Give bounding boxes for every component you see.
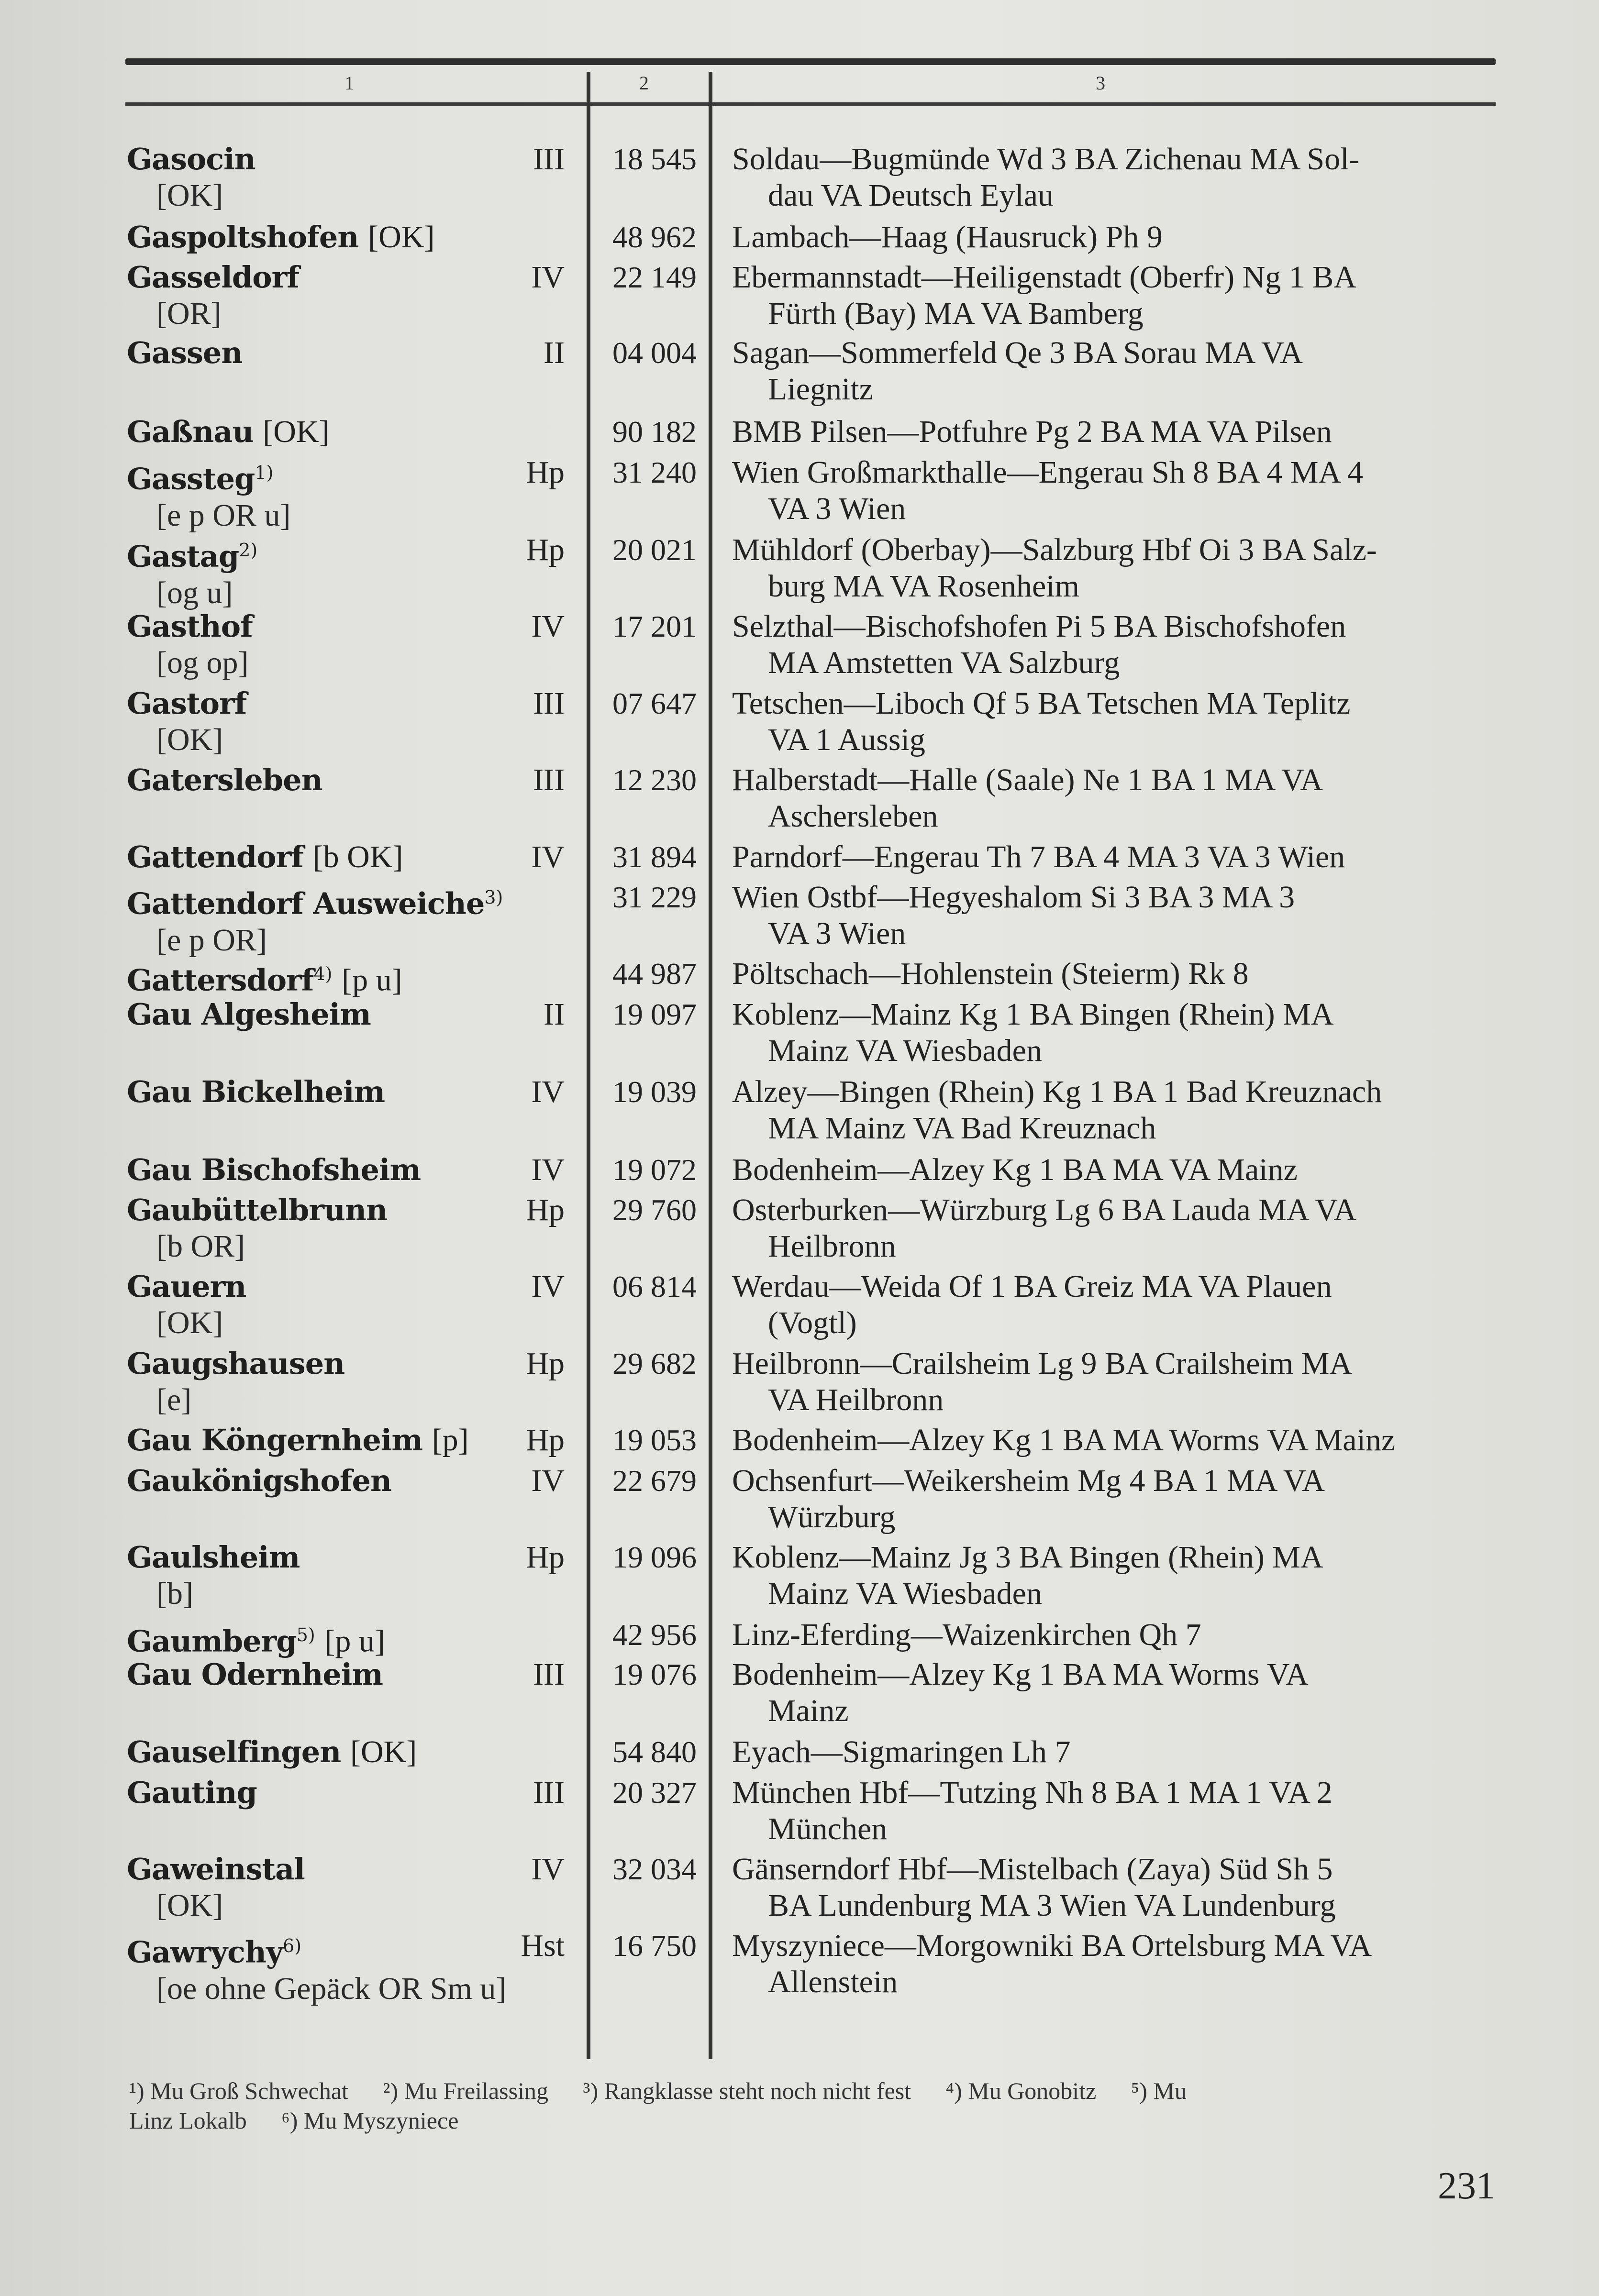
- station-name-cell: [127, 839, 577, 875]
- station-name: Gawrychy: [127, 1934, 283, 1970]
- station-name: Gastag: [127, 539, 239, 574]
- footnote: ¹) Mu Groß Schwechat: [129, 2077, 348, 2104]
- rank-class: IV: [531, 1463, 565, 1498]
- station-name-cell: [127, 1152, 577, 1188]
- station-flags: [b OK]: [312, 839, 403, 874]
- station-name-cell: [127, 1734, 577, 1770]
- station-name: Gau Bickelheim: [127, 1074, 385, 1109]
- footnote-ref: 3): [484, 887, 503, 908]
- station-name: Gassen: [127, 335, 243, 370]
- route-line: Koblenz—Mainz Jg 3 BA Bingen (Rhein) MA: [732, 1540, 1323, 1575]
- footnote: ²) Mu Freilassing: [383, 2077, 548, 2104]
- route-line-continued: Mainz: [768, 1693, 849, 1728]
- column-header-3: 3: [1096, 72, 1105, 94]
- route-line-continued: Mainz VA Wiesbaden: [768, 1033, 1042, 1068]
- station-flags: [OK]: [350, 1734, 417, 1769]
- station-number: 19 072: [612, 1153, 697, 1187]
- station-name-cell: [127, 1851, 577, 1924]
- footnote: ⁶) Mu Myszyniece: [281, 2107, 459, 2134]
- station-name: Gasseldorf: [127, 260, 299, 295]
- header-top-rule: [125, 58, 1496, 65]
- route-line: Linz-Eferding—Waizenkirchen Qh 7: [732, 1617, 1201, 1652]
- rank-class: IV: [531, 260, 565, 295]
- station-name-cell: [127, 1928, 577, 2007]
- footnote-line-2: [129, 2106, 1498, 2135]
- station-name: Gaumberg: [127, 1623, 297, 1659]
- route-description: [732, 1539, 1498, 1612]
- rank-class: III: [533, 142, 565, 177]
- station-flags: [b OR]: [156, 1229, 245, 1264]
- route-description: [732, 1152, 1498, 1188]
- route-line: BMB Pilsen—Potfuhre Pg 2 BA MA VA Pilsen: [732, 414, 1332, 449]
- station-name-cell: [127, 414, 577, 450]
- route-line-continued: VA 3 Wien: [768, 491, 906, 526]
- route-description: [732, 532, 1498, 605]
- station-name-cell: [127, 532, 577, 611]
- station-number: 31 229: [612, 880, 697, 914]
- table-row: [0, 1074, 1599, 1150]
- route-description: [732, 762, 1498, 835]
- station-name: Gauting: [127, 1775, 257, 1810]
- route-description: [732, 879, 1498, 952]
- station-name-cell: [127, 1269, 577, 1341]
- route-line: Lambach—Haag (Hausruck) Ph 9: [732, 220, 1163, 254]
- column-header-2: 2: [639, 72, 649, 94]
- rank-class: Hp: [526, 1540, 565, 1575]
- route-line-continued: MA Amstetten VA Salzburg: [768, 645, 1120, 680]
- station-name: Gastorf: [127, 686, 247, 721]
- route-description: [732, 414, 1498, 450]
- station-name-cell: [127, 1539, 577, 1612]
- route-line: Bodenheim—Alzey Kg 1 BA MA Worms VA: [732, 1657, 1309, 1692]
- table-row: [0, 532, 1599, 608]
- route-line: Koblenz—Mainz Kg 1 BA Bingen (Rhein) MA: [732, 997, 1334, 1032]
- station-name-cell: [127, 1656, 577, 1693]
- station-number: 12 230: [612, 763, 697, 797]
- station-number: 31 894: [612, 840, 697, 874]
- route-description: [732, 996, 1498, 1069]
- route-description: [732, 1074, 1498, 1147]
- rank-class: III: [533, 762, 565, 797]
- route-description: [732, 1775, 1498, 1847]
- station-name: Gaubüttelbrunn: [127, 1192, 388, 1227]
- table-row: [0, 1192, 1599, 1269]
- station-name: Gatersleben: [127, 762, 322, 797]
- rank-class: II: [544, 997, 565, 1032]
- station-name-cell: [127, 454, 577, 534]
- route-description: [732, 839, 1498, 875]
- route-line: Sagan—Sommerfeld Qe 3 BA Sorau MA VA: [732, 335, 1303, 370]
- route-line-continued: MA Mainz VA Bad Kreuznach: [768, 1111, 1156, 1146]
- station-name: Gau Köngernheim: [127, 1423, 422, 1457]
- route-line: Wien Großmarkthalle—Engerau Sh 8 BA 4 MA 4: [732, 455, 1363, 490]
- route-description: [732, 219, 1498, 255]
- station-name: Gasocin: [127, 142, 255, 177]
- station-name-cell: [127, 1192, 577, 1265]
- station-name: Gauselfingen: [127, 1734, 341, 1769]
- station-name-cell: [127, 996, 577, 1033]
- route-line: Ebermannstadt—Heiligenstadt (Oberfr) Ng 1 BA: [732, 260, 1356, 295]
- route-description: [732, 1617, 1498, 1653]
- route-line: Alzey—Bingen (Rhein) Kg 1 BA 1 Bad Kreuznach: [732, 1074, 1382, 1109]
- footnote-ref: 2): [239, 540, 258, 561]
- station-flags: [p u]: [324, 1623, 385, 1659]
- route-line-continued: Mainz VA Wiesbaden: [768, 1576, 1042, 1611]
- route-description: [732, 141, 1498, 214]
- route-line: Gänserndorf Hbf—Mistelbach (Zaya) Süd Sh 5: [732, 1852, 1333, 1887]
- station-name: Gaweinstal: [127, 1852, 305, 1887]
- station-number: 29 760: [612, 1193, 697, 1227]
- station-flags: [OR]: [156, 296, 222, 331]
- station-number: 48 962: [612, 220, 697, 254]
- rank-class: II: [544, 335, 565, 370]
- footnote-ref: 6): [283, 1935, 302, 1956]
- rank-class: Hp: [526, 532, 565, 567]
- rank-class: III: [533, 1775, 565, 1810]
- footnotes: [129, 2076, 1498, 2135]
- route-line: Soldau—Bugmünde Wd 3 BA Zichenau MA Sol-: [732, 142, 1360, 177]
- station-name: Gau Odernheim: [127, 1657, 383, 1692]
- route-line: Eyach—Sigmaringen Lh 7: [732, 1734, 1071, 1769]
- station-name-cell: [127, 1422, 577, 1458]
- route-line: Wien Ostbf—Hegyeshalom Si 3 BA 3 MA 3: [732, 880, 1295, 915]
- table-row: [0, 685, 1599, 762]
- footnote-line-1: [129, 2076, 1498, 2106]
- route-line-continued: München: [768, 1811, 888, 1846]
- footnote-ref: 1): [255, 462, 274, 483]
- station-name-cell: [127, 1775, 577, 1811]
- route-line: Selzthal—Bischofshofen Pi 5 BA Bischofshofen: [732, 609, 1346, 644]
- station-flags: [b]: [156, 1576, 193, 1611]
- table-row: [0, 608, 1599, 685]
- station-name-cell: [127, 141, 577, 214]
- route-description: [732, 1192, 1498, 1265]
- rank-class: IV: [531, 839, 565, 874]
- station-name-cell: [127, 1346, 577, 1418]
- station-name: Gauern: [127, 1269, 246, 1304]
- station-name-cell: [127, 219, 577, 255]
- table-row: [0, 259, 1599, 336]
- station-number: 20 327: [612, 1776, 697, 1810]
- route-line: Myszyniece—Morgowniki BA Ortelsburg MA VA: [732, 1928, 1372, 1963]
- table-row: [0, 1269, 1599, 1345]
- station-number: 20 021: [612, 533, 697, 567]
- station-number: 19 097: [612, 997, 697, 1031]
- route-line-continued: Liegnitz: [768, 372, 873, 407]
- table-row: [0, 454, 1599, 531]
- station-number: 07 647: [612, 686, 697, 720]
- rank-class: IV: [531, 1074, 565, 1109]
- route-line: Bodenheim—Alzey Kg 1 BA MA VA Mainz: [732, 1152, 1298, 1187]
- table-row: [0, 1928, 1599, 2004]
- route-description: [732, 1269, 1498, 1341]
- station-number: 06 814: [612, 1269, 697, 1303]
- rank-class: III: [533, 1657, 565, 1692]
- route-line-continued: burg MA VA Rosenheim: [768, 569, 1079, 604]
- station-name-cell: [127, 608, 577, 681]
- station-flags: [oe ohne Gepäck OR Sm u]: [156, 1971, 507, 2006]
- table-row: [0, 1346, 1599, 1422]
- station-name: Gaugshausen: [127, 1346, 345, 1381]
- route-line: Werdau—Weida Of 1 BA Greiz MA VA Plauen: [732, 1269, 1332, 1304]
- station-flags: [e p OR u]: [156, 497, 291, 533]
- station-number: 32 034: [612, 1852, 697, 1886]
- footnote: Linz Lokalb: [129, 2107, 247, 2134]
- footnote: ⁴) Mu Gonobitz: [945, 2077, 1097, 2104]
- station-number: 42 956: [612, 1618, 697, 1652]
- route-line: Tetschen—Liboch Qf 5 BA Tetschen MA Teplitz: [732, 686, 1351, 721]
- station-name-cell: [127, 956, 577, 999]
- route-line: Pöltschach—Hohlenstein (Steierm) Rk 8: [732, 956, 1249, 991]
- rank-class: Hp: [526, 455, 565, 490]
- rank-class: IV: [531, 1269, 565, 1304]
- station-name: Gaulsheim: [127, 1540, 300, 1575]
- route-line-continued: Aschersleben: [768, 799, 938, 834]
- rank-class: IV: [531, 609, 565, 644]
- route-description: [732, 608, 1498, 681]
- route-line-continued: VA 3 Wien: [768, 916, 906, 951]
- route-description: [732, 956, 1498, 992]
- route-line-continued: Heilbronn: [768, 1229, 896, 1264]
- route-line-continued: VA Heilbronn: [768, 1382, 944, 1417]
- route-line: Parndorf—Engerau Th 7 BA 4 MA 3 VA 3 Wien: [732, 839, 1345, 874]
- station-name-cell: [127, 1617, 577, 1660]
- route-description: [732, 1463, 1498, 1535]
- station-name-cell: [127, 685, 577, 758]
- station-flags: [p u]: [342, 962, 402, 998]
- route-line-continued: dau VA Deutsch Eylau: [768, 178, 1054, 213]
- station-flags: [og u]: [156, 575, 233, 610]
- footnote-ref: 4): [313, 963, 333, 984]
- route-line: Osterburken—Würzburg Lg 6 BA Lauda MA VA: [732, 1192, 1357, 1227]
- station-name: Gaßnau: [127, 414, 254, 449]
- station-name: Gau Algesheim: [127, 997, 371, 1032]
- route-line: Bodenheim—Alzey Kg 1 BA MA Worms VA Mainz: [732, 1423, 1396, 1457]
- table-row: [0, 762, 1599, 839]
- route-line: München Hbf—Tutzing Nh 8 BA 1 MA 1 VA 2: [732, 1775, 1332, 1810]
- table-row: [0, 1656, 1599, 1733]
- route-line-continued: (Vogtl): [768, 1305, 857, 1340]
- station-number: 44 987: [612, 957, 697, 991]
- station-flags: [OK]: [156, 1888, 223, 1923]
- station-name: Gaukönigshofen: [127, 1463, 392, 1498]
- station-flags: [OK]: [156, 1305, 223, 1340]
- station-number: 19 096: [612, 1540, 697, 1574]
- table-row: [0, 996, 1599, 1073]
- table-row: [0, 1775, 1599, 1851]
- header-bottom-rule: [125, 102, 1496, 106]
- route-line: Heilbronn—Crailsheim Lg 9 BA Crailsheim MA: [732, 1346, 1353, 1381]
- rank-class: IV: [531, 1852, 565, 1887]
- route-line-continued: Würzburg: [768, 1500, 896, 1534]
- station-number: 54 840: [612, 1735, 697, 1769]
- station-number: 22 149: [612, 260, 697, 294]
- station-flags: [OK]: [156, 178, 223, 213]
- station-number: 31 240: [612, 455, 697, 489]
- station-name-cell: [127, 1463, 577, 1499]
- table-row: [0, 1463, 1599, 1539]
- rank-class: III: [533, 686, 565, 721]
- route-line-continued: Allenstein: [768, 1965, 898, 1999]
- rank-class: Hp: [526, 1423, 565, 1457]
- station-number: 16 750: [612, 1929, 697, 1963]
- column-header-1: 1: [344, 72, 354, 94]
- table-row: [0, 141, 1599, 218]
- route-description: [732, 1734, 1498, 1770]
- route-description: [732, 259, 1498, 332]
- station-number: 29 682: [612, 1347, 697, 1380]
- station-name: Gaspoltshofen: [127, 220, 359, 254]
- station-flags: [OK]: [156, 722, 223, 757]
- station-number: 19 076: [612, 1657, 697, 1691]
- station-number: 90 182: [612, 415, 697, 449]
- station-flags: [og op]: [156, 645, 249, 680]
- station-flags: [e p OR]: [156, 922, 267, 958]
- table-row: [0, 1851, 1599, 1928]
- route-description: [732, 1851, 1498, 1924]
- station-name-cell: [127, 1074, 577, 1110]
- table-row: [0, 335, 1599, 411]
- rank-class: Hp: [526, 1192, 565, 1227]
- station-number: 18 545: [612, 142, 697, 176]
- station-name: Gattersdorf: [127, 962, 314, 998]
- station-name-cell: [127, 335, 577, 371]
- route-description: [732, 1422, 1498, 1458]
- station-name: Gattendorf: [127, 839, 303, 874]
- station-number: 19 039: [612, 1075, 697, 1109]
- route-description: [732, 454, 1498, 527]
- station-name-cell: [127, 259, 577, 332]
- station-number: 04 004: [612, 336, 697, 370]
- route-description: [732, 1656, 1498, 1729]
- station-name: Gattendorf Ausweiche: [127, 886, 485, 921]
- station-flags: [p]: [432, 1423, 469, 1457]
- route-line-continued: BA Lundenburg MA 3 Wien VA Lundenburg: [768, 1888, 1336, 1923]
- footnote: ³) Rangklasse steht noch nicht fest: [583, 2077, 911, 2104]
- route-description: [732, 1346, 1498, 1418]
- route-line-continued: VA 1 Aussig: [768, 722, 925, 757]
- station-name: Gasthof: [127, 609, 253, 644]
- rank-class: Hp: [526, 1346, 565, 1381]
- station-flags: [OK]: [368, 220, 435, 254]
- route-line: Mühldorf (Oberbay)—Salzburg Hbf Oi 3 BA Salz-: [732, 532, 1377, 567]
- station-name: Gassteg: [127, 461, 255, 497]
- route-line: Ochsenfurt—Weikersheim Mg 4 BA 1 MA VA: [732, 1463, 1325, 1498]
- route-description: [732, 335, 1498, 408]
- station-number: 22 679: [612, 1464, 697, 1498]
- rank-class: Hst: [521, 1928, 565, 1963]
- route-line-continued: Fürth (Bay) MA VA Bamberg: [768, 296, 1144, 331]
- station-name-cell: [127, 879, 577, 959]
- station-flags: [OK]: [263, 414, 330, 449]
- station-flags: [e]: [156, 1382, 192, 1417]
- table-row: [0, 1539, 1599, 1616]
- station-number: 17 201: [612, 609, 697, 643]
- route-line: Halberstadt—Halle (Saale) Ne 1 BA 1 MA VA: [732, 762, 1323, 797]
- route-description: [732, 1928, 1498, 2000]
- footnote-ref: 5): [296, 1624, 315, 1645]
- table-row: [0, 879, 1599, 956]
- station-name-cell: [127, 762, 577, 798]
- footnote: ⁵) Mu: [1131, 2077, 1187, 2104]
- station-number: 19 053: [612, 1423, 697, 1457]
- page-number: 231: [1438, 2165, 1495, 2207]
- route-description: [732, 685, 1498, 758]
- station-name: Gau Bischofsheim: [127, 1152, 421, 1187]
- rank-class: IV: [531, 1152, 565, 1187]
